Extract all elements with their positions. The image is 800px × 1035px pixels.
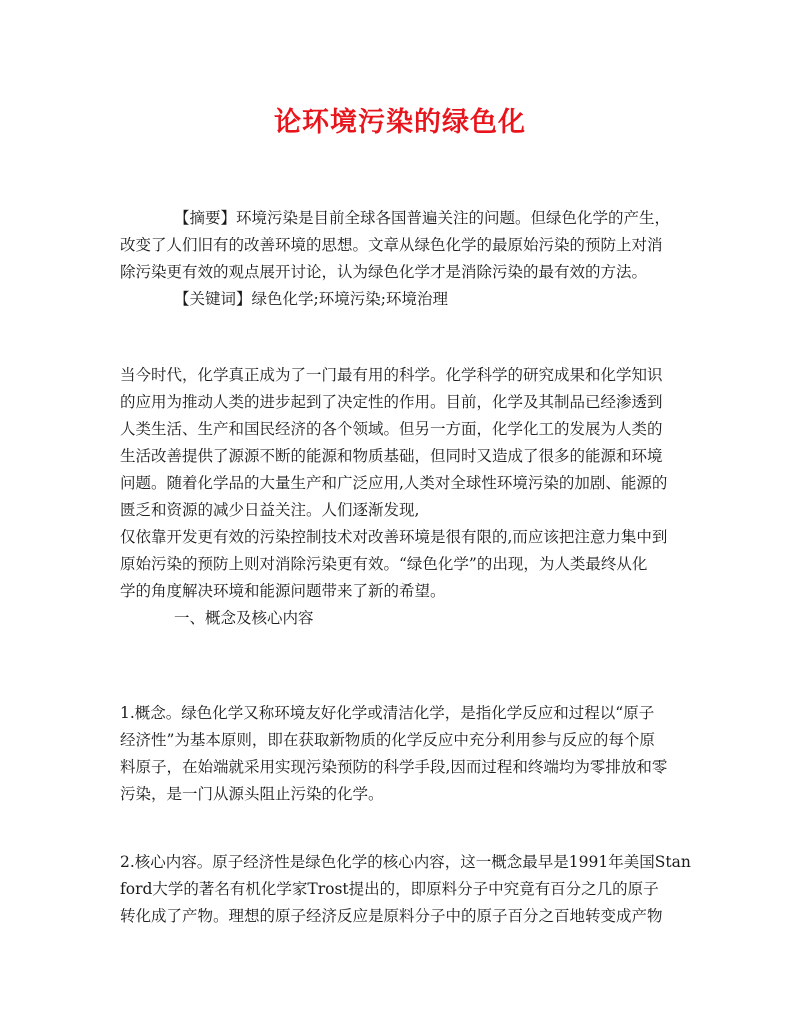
intro-line: 生活改善提供了源源不断的能源和物质基础，但同时又造成了很多的能源和环境	[120, 447, 663, 465]
intro-line: 问题。随着化学品的大量生产和广泛应用,人类对全球性环境污染的加剧、能源的	[120, 474, 668, 492]
intro-line: 人类生活、生产和国民经济的各个领域。但另一方面，化学化工的发展为人类的	[120, 420, 663, 438]
intro-line: 学的角度解决环境和能源问题带来了新的希望。	[120, 582, 446, 600]
intro-line: 仅依靠开发更有效的污染控制技术对改善环境是很有限的,而应该把注意力集中到	[120, 528, 668, 546]
keywords-line: 【关键词】绿色化学;环境污染;环境治理	[174, 290, 448, 308]
intro-line: 当今时代，化学真正成为了一门最有用的科学。化学科学的研究成果和化学知识	[120, 366, 663, 384]
section-heading: 一、概念及核心内容	[174, 609, 314, 627]
concept-paragraph	[120, 700, 686, 808]
abstract-line: 除污染更有效的观点展开讨论，认为绿色化学才是消除污染的最有效的方法。	[120, 263, 648, 281]
core-content-paragraph	[120, 849, 691, 930]
core-content-line: 转化成了产物。理想的原子经济反应是原料分子中的原子百分之百地转变成产物	[120, 907, 663, 925]
core-content-line: ford大学的著名有机化学家Trost提出的，即原料分子中究竟有百分之几的原子	[120, 880, 659, 898]
intro-line: 的应用为推动人类的进步起到了决定性的作用。目前，化学及其制品已经渗透到	[120, 393, 663, 411]
concept-line: 料原子，在始端就采用实现污染预防的科学手段,因而过程和终端均为零排放和零	[120, 758, 668, 776]
intro-line: 匮乏和资源的减少日益关注。人们逐渐发现,	[120, 501, 420, 519]
intro-line: 原始污染的预防上则对消除污染更有效。“绿色化学”的出现，为人类最终从化	[120, 555, 648, 573]
concept-line: 1.概念。绿色化学又称环境友好化学或清洁化学，是指化学反应和过程以“原子	[120, 704, 655, 722]
abstract-line: 【摘要】环境污染是目前全球各国普遍关注的问题。但绿色化学的产生，	[174, 209, 671, 227]
intro-paragraph	[120, 362, 686, 632]
page-title: 论环境污染的绿色化	[274, 107, 526, 138]
concept-line: 经济性”为基本原则，即在获取新物质的化学反应中充分利用参与反应的每个原	[120, 731, 655, 749]
abstract-line: 改变了人们旧有的改善环境的思想。文章从绿色化学的最原始污染的预防上对消	[120, 236, 663, 254]
concept-line: 污染，是一门从源头阻止污染的化学。	[120, 785, 384, 803]
abstract-paragraph	[120, 205, 686, 313]
core-content-line: 2.核心内容。原子经济性是绿色化学的核心内容，这一概念最早是1991年美国Stan	[120, 853, 691, 871]
